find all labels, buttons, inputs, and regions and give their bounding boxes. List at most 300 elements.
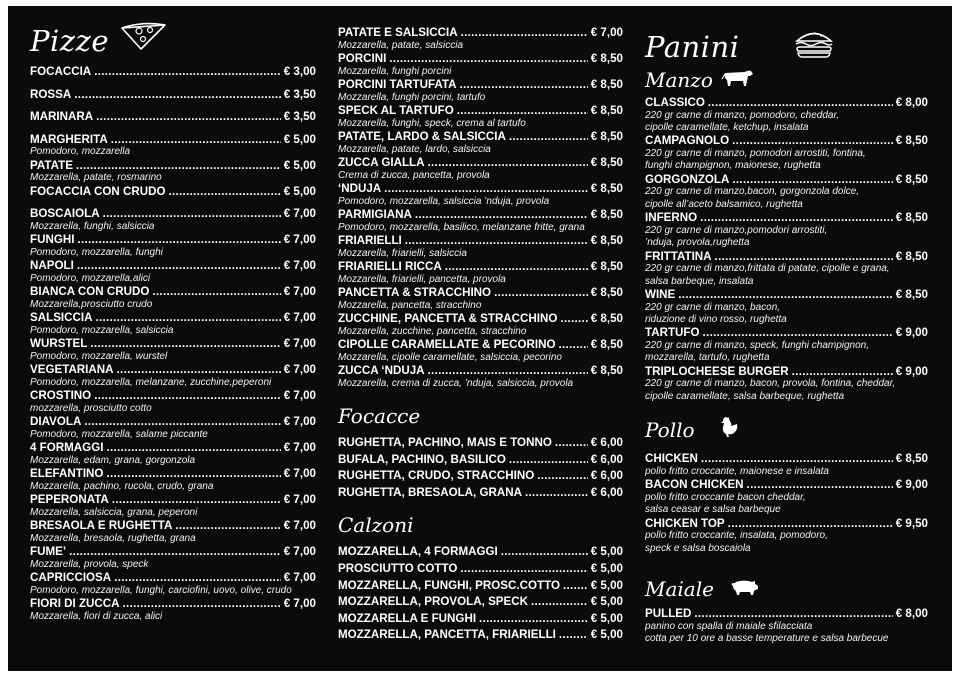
item-description: Mozzarella, pancetta, stracchino <box>338 299 482 311</box>
item-name: VEGETARIANA <box>30 363 114 377</box>
item-price: € 8,50 <box>590 104 623 117</box>
calzoni-heading <box>338 513 623 537</box>
menu-item-row <box>338 26 623 40</box>
item-name: ‘NDUJA <box>338 182 382 195</box>
menu-item <box>645 173 928 211</box>
item-price: € 7,00 <box>283 389 316 403</box>
item-name: PATATE <box>30 158 73 172</box>
menu-item-row <box>30 519 316 533</box>
menu-item <box>338 453 623 467</box>
calzoni-title: Calzoni <box>338 513 414 538</box>
dot-leader <box>563 579 588 593</box>
item-name: FUME’ <box>30 545 67 559</box>
item-description: cipolle caramellate, ketchup, insalata <box>645 122 809 133</box>
pizze-title: Pizze <box>30 23 110 58</box>
item-description: Pomodoro, mozzarella, salsiccia <box>30 324 174 336</box>
item-description: Mozzarella, crema di zucca, ’nduja, salsiccia, provola <box>338 377 574 389</box>
item-name: GORGONZOLA <box>645 172 730 186</box>
pollo-list <box>645 452 928 555</box>
menu-item-row <box>645 211 928 225</box>
manzo-heading <box>645 67 928 92</box>
item-description: Mozzarella, funghi, salsiccia <box>30 220 155 232</box>
item-price: € 7,00 <box>283 441 316 455</box>
item-description: mozzarella, tartufo, rughetta <box>645 352 770 364</box>
menu-item-row <box>645 478 928 492</box>
menu-item-row <box>645 250 928 264</box>
item-price: € 8,50 <box>590 364 623 377</box>
focacce-heading <box>338 404 623 428</box>
menu-item <box>338 338 623 364</box>
dot-leader <box>457 104 588 118</box>
item-price: € 6,00 <box>590 469 623 483</box>
item-description: pollo fritto croccante, maionese e insalata <box>645 465 829 477</box>
item-price: € 5,00 <box>283 184 316 198</box>
menu-item-row <box>30 441 316 455</box>
item-name: RUGHETTA, PACHINO, MAIS E TONNO <box>338 436 552 449</box>
item-price: € 7,00 <box>283 337 316 351</box>
item-name: FRITTATINA <box>645 249 712 263</box>
item-price: € 8,50 <box>590 338 623 351</box>
manzo-list <box>645 96 928 403</box>
item-name: PATATE E SALSICCIA <box>338 26 458 39</box>
dot-leader <box>389 52 587 66</box>
item-price: € 8,50 <box>895 452 928 466</box>
item-price: € 7,00 <box>283 519 316 533</box>
item-price: € 3,50 <box>283 87 316 101</box>
item-name: PORCINI TARTUFATA <box>338 78 457 91</box>
item-description: Crema di zucca, pancetta, provola <box>338 169 490 181</box>
dot-leader <box>445 260 588 274</box>
menu-item <box>338 486 623 500</box>
dot-leader <box>531 595 588 609</box>
menu-item-row <box>645 96 928 110</box>
dot-leader <box>703 326 893 340</box>
item-description: Mozzarella, edam, grana, gorgonzola <box>30 454 196 466</box>
dot-leader <box>559 338 588 352</box>
dot-leader <box>112 493 281 507</box>
pizze-heading <box>30 22 316 59</box>
dot-leader <box>728 517 893 531</box>
item-name: MOZZARELLA, PROVOLA, SPECK <box>338 595 529 609</box>
item-price: € 7,00 <box>283 259 316 273</box>
dot-leader <box>732 134 893 148</box>
item-name: PATATE, LARDO & SALSICCIA <box>338 130 506 143</box>
dot-leader <box>460 78 588 92</box>
item-description: pollo fritto croccante, insalata, pomodoro, <box>645 530 828 542</box>
item-name: FRIARIELLI RICCA <box>338 260 442 273</box>
dot-leader <box>460 562 587 576</box>
item-description: cotta per 10 ore a basse temperature e salsa barbecue <box>645 633 889 645</box>
item-description: mozzarella, prosciutto cotto <box>30 402 152 414</box>
item-price: € 6,00 <box>590 436 623 449</box>
menu-item <box>645 452 928 478</box>
item-price: € 7,00 <box>283 493 316 507</box>
menu-item <box>30 467 316 493</box>
item-name: MOZZARELLA E FUNGHI <box>338 611 477 625</box>
item-name: MOZZARELLA, PANCETTA, FRIARIELLI <box>338 628 556 642</box>
menu-item-row <box>338 182 623 196</box>
item-price: € 3,50 <box>283 110 316 124</box>
menu-item <box>338 104 623 130</box>
item-price: € 8,50 <box>590 234 623 247</box>
menu-item <box>338 260 623 286</box>
menu-item-row <box>645 173 928 187</box>
item-description: salsa ceasar e salsa barbeque <box>645 504 781 516</box>
menu-item <box>338 562 623 576</box>
item-price: € 8,00 <box>895 96 928 109</box>
item-name: CAPRICCIOSA <box>30 571 112 585</box>
item-price: € 8,50 <box>590 286 623 299</box>
item-description: Mozzarella, salsiccia, grana, peperoni <box>30 506 198 518</box>
menu-item <box>338 26 623 52</box>
item-price: € 8,50 <box>590 156 623 169</box>
menu-item <box>30 519 316 545</box>
item-name: CAMPAGNOLO <box>645 134 730 148</box>
menu-item-row <box>30 233 316 247</box>
menu-item-row <box>30 110 316 124</box>
panini-title: Panini <box>645 29 740 64</box>
dot-leader <box>525 486 588 500</box>
item-price: € 5,00 <box>283 132 316 146</box>
menu-item-row <box>30 493 316 507</box>
item-description: 220 gr carne di manzo, bacon, provola, fontina, cheddar, <box>645 378 896 390</box>
item-description: Pomodoro, mozzarella, funghi <box>30 246 163 258</box>
menu-item-row <box>338 312 623 326</box>
dot-leader <box>111 133 281 147</box>
dot-leader <box>701 452 893 466</box>
pizze-continued-list <box>338 26 623 390</box>
item-name: FOCACCIA <box>30 65 92 78</box>
menu-item-row <box>30 597 316 611</box>
item-name: WINE <box>645 288 676 302</box>
item-name: 4 FORMAGGI <box>30 441 104 455</box>
menu-item-row <box>338 104 623 118</box>
item-name: BIANCA CON CRUDO <box>30 285 150 299</box>
item-name: BRESAOLA E RUGHETTA <box>30 519 173 533</box>
item-price: € 8,50 <box>895 172 928 186</box>
item-price: € 7,00 <box>283 467 316 481</box>
item-description: Pomodoro, mozzarella, salame piccante <box>30 428 208 440</box>
dot-leader <box>509 130 588 144</box>
menu-item <box>30 493 316 519</box>
dot-leader <box>494 286 588 300</box>
dot-leader <box>95 311 280 325</box>
item-name: PANCETTA & STRACCHINO <box>338 286 492 299</box>
item-description: 220 gr carne di manzo, speck, funghi champignon, <box>645 340 870 352</box>
item-description: panino con spalla di maiale sfilacciata <box>645 620 813 632</box>
menu-item-row <box>338 469 623 483</box>
item-price: € 5,00 <box>590 545 623 559</box>
item-name: RUGHETTA, CRUDO, STRACCHINO <box>338 469 535 483</box>
dot-leader <box>384 182 588 196</box>
menu-item-row <box>338 208 623 222</box>
item-description: Mozzarella,prosciutto crudo <box>30 298 153 310</box>
item-name: ELEFANTINO <box>30 467 104 481</box>
item-price: € 6,00 <box>590 485 623 499</box>
item-name: CHICKEN TOP <box>645 516 725 530</box>
menu-item-row <box>338 545 623 559</box>
dot-leader <box>792 365 893 379</box>
maiale-list <box>645 607 928 645</box>
item-name: FIORI DI ZUCCA <box>30 597 120 611</box>
menu-item <box>338 612 623 626</box>
menu-item-row <box>338 595 623 609</box>
item-name: PARMIGIANA <box>338 208 412 221</box>
item-name: ZUCCHINE, PANCETTA & STRACCHINO <box>338 312 558 325</box>
menu-item <box>645 607 928 645</box>
menu-item <box>30 337 316 363</box>
dot-leader <box>678 288 892 302</box>
item-description: Mozzarella, patate, lardo, salsiccia <box>338 143 491 155</box>
dot-leader <box>77 233 280 247</box>
item-description: Pomodoro, mozzarella, melanzane, zucchine,peperoni <box>30 376 272 388</box>
menu-item <box>30 185 316 199</box>
dot-leader <box>152 285 280 299</box>
item-price: € 8,50 <box>590 130 623 143</box>
dot-leader <box>90 337 280 351</box>
item-name: NAPOLI <box>30 259 74 273</box>
item-description: riduzione di vino rosso, rughetta <box>645 314 787 326</box>
dot-leader <box>117 363 281 377</box>
item-name: TRIPLOCHEESE BURGER <box>645 364 789 378</box>
dot-leader <box>555 436 588 450</box>
menu-item-row <box>338 338 623 352</box>
menu-item-row <box>30 389 316 403</box>
item-description: Pomodoro, mozzarella, funghi, carciofini, uovo, olive, crudo <box>30 584 292 596</box>
item-name: SPECK AL TARTUFO <box>338 104 454 117</box>
dot-leader <box>708 96 893 110</box>
pizze-list <box>30 65 316 623</box>
item-price: € 7,00 <box>283 311 316 325</box>
menu-item <box>30 88 316 102</box>
menu-item <box>338 436 623 450</box>
item-price: € 8,50 <box>590 312 623 325</box>
menu-item <box>30 363 316 389</box>
burger-icon <box>793 28 835 65</box>
menu-item <box>645 517 928 555</box>
dot-leader <box>479 612 588 626</box>
item-name: CROSTINO <box>30 389 92 403</box>
item-price: € 7,00 <box>283 597 316 611</box>
menu-item-row <box>645 288 928 302</box>
menu-board <box>8 6 952 671</box>
item-price: € 7,00 <box>590 26 623 39</box>
item-description: Mozzarella, patate, rosmarino <box>30 172 162 184</box>
item-description: salsa barbeque, insalata <box>645 275 754 287</box>
dot-leader <box>428 156 588 170</box>
item-name: RUGHETTA, BRESAOLA, GRANA <box>338 485 522 499</box>
menu-item <box>338 312 623 338</box>
item-name: CLASSICO <box>645 96 705 109</box>
item-name: DIAVOLA <box>30 415 82 429</box>
menu-item <box>645 134 928 172</box>
dot-leader <box>732 173 892 187</box>
item-description: cipolle all’aceto balsamico, rughetta <box>645 198 803 210</box>
menu-item-row <box>338 628 623 642</box>
menu-item-row <box>645 326 928 340</box>
item-price: € 8,50 <box>590 52 623 65</box>
item-description: speck e salsa boscaiola <box>645 542 751 554</box>
item-price: € 8,50 <box>590 78 623 91</box>
item-name: INFERNO <box>645 211 698 225</box>
menu-item <box>338 364 623 390</box>
menu-item <box>645 211 928 249</box>
menu-item <box>338 469 623 483</box>
item-price: € 8,50 <box>895 134 928 148</box>
item-name: ROSSA <box>30 87 72 101</box>
item-name: CIPOLLE CARAMELLATE & PECORINO <box>338 338 556 351</box>
dot-leader <box>747 478 893 492</box>
dot-leader <box>106 467 280 481</box>
menu-item-row <box>645 365 928 379</box>
pollo-title: Pollo <box>645 417 695 442</box>
menu-item <box>338 182 623 208</box>
item-price: € 7,00 <box>283 545 316 559</box>
item-name: MARGHERITA <box>30 132 108 146</box>
dot-leader <box>77 259 281 273</box>
dot-leader <box>106 441 280 455</box>
dot-leader <box>69 545 281 559</box>
item-name: MOZZARELLA, 4 FORMAGGI <box>338 545 498 559</box>
menu-item <box>645 478 928 516</box>
menu-item-row <box>338 286 623 300</box>
menu-item <box>30 233 316 259</box>
menu-item <box>338 545 623 559</box>
menu-item-row <box>338 260 623 274</box>
item-description: Pomodoro, mozzarella,alici <box>30 272 151 284</box>
item-price: € 9,00 <box>895 326 928 340</box>
item-description: Mozzarella, zucchine, pancetta, stracchino <box>338 325 527 337</box>
item-price: € 5,00 <box>590 595 623 609</box>
item-price: € 7,00 <box>283 207 316 221</box>
menu-item <box>645 288 928 326</box>
item-price: € 8,50 <box>590 260 623 273</box>
item-name: TARTUFO <box>645 326 700 340</box>
item-name: PULLED <box>645 607 692 621</box>
dot-leader <box>94 65 281 79</box>
item-price: € 8,50 <box>895 288 928 302</box>
menu-item-row <box>338 612 623 626</box>
item-name: BACON CHICKEN <box>645 478 744 492</box>
item-price: € 8,50 <box>590 182 623 195</box>
dot-leader <box>700 211 893 225</box>
item-description: 220 gr carne di manzo,bacon, gorgonzola dolce, <box>645 186 860 198</box>
dot-leader <box>114 571 281 585</box>
menu-item <box>30 65 316 79</box>
item-description: Mozzarella, funghi porcini, tartufo <box>338 91 486 103</box>
menu-item-row <box>30 571 316 585</box>
item-description: pollo fritto croccante bacon cheddar, <box>645 491 806 503</box>
menu-item-row <box>645 452 928 466</box>
dot-leader <box>123 597 281 611</box>
item-name: PORCINI <box>338 52 387 65</box>
item-name: BUFALA, PACHINO, BASILICO <box>338 452 506 466</box>
menu-item-row <box>30 363 316 377</box>
menu-item <box>338 130 623 156</box>
menu-item-row <box>30 311 316 325</box>
menu-item-row <box>30 88 316 102</box>
menu-item-row <box>338 130 623 144</box>
item-name: PEPERONATA <box>30 493 109 507</box>
item-name: FUNGHI <box>30 233 75 247</box>
item-price: € 3,00 <box>283 65 316 78</box>
item-description: cipolle caramellate, salsa barbeque, rughetta <box>645 390 845 402</box>
pig-icon <box>730 577 760 601</box>
menu-item-row <box>338 364 623 378</box>
item-description: ’nduja, provola,rughetta <box>645 237 750 249</box>
menu-item <box>30 597 316 623</box>
menu-item <box>30 159 316 185</box>
dot-leader <box>168 185 280 199</box>
menu-item-row <box>30 185 316 199</box>
dot-leader <box>461 26 588 40</box>
menu-item <box>30 259 316 285</box>
pollo-heading <box>645 415 928 444</box>
menu-item-row <box>30 467 316 481</box>
item-price: € 7,00 <box>283 415 316 429</box>
item-name: CHICKEN <box>645 452 698 466</box>
menu-item <box>338 579 623 593</box>
item-price: € 5,00 <box>590 628 623 642</box>
dot-leader <box>76 159 281 173</box>
menu-item-row <box>30 337 316 351</box>
item-description: Mozzarella, patate, salsiccia <box>338 39 464 51</box>
item-description: Mozzarella, funghi porcini <box>338 65 452 77</box>
calzoni-list <box>338 545 623 642</box>
item-price: € 5,00 <box>283 158 316 172</box>
item-name: SALSICCIA <box>30 311 93 325</box>
item-price: € 8,50 <box>590 208 623 221</box>
item-description: Pomodoro, mozzarella <box>30 146 131 158</box>
item-description: Mozzarella, friarielli, pancetta, provola <box>338 273 506 285</box>
item-price: € 7,00 <box>283 571 316 585</box>
item-description: 220 gr carne di manzo,frittata di patate, cipolle e grana, <box>645 263 890 275</box>
menu-item-row <box>338 436 623 450</box>
menu-item <box>645 96 928 134</box>
item-description: 220 gr carne di manzo,pomodori arrostiti, <box>645 224 828 236</box>
item-price: € 9,50 <box>895 516 928 530</box>
dot-leader <box>84 415 280 429</box>
item-description: Pomodoro, mozzarella, salsiccia ’nduja, provola <box>338 195 550 207</box>
item-name: MARINARA <box>30 110 94 124</box>
dot-leader <box>415 208 588 222</box>
menu-item <box>30 571 316 597</box>
menu-item-row <box>338 52 623 66</box>
dot-leader <box>694 607 892 621</box>
item-description: Mozzarella, cipolle caramellate, salsiccia, pecorino <box>338 351 562 363</box>
menu-item-row <box>338 453 623 467</box>
menu-item <box>338 234 623 260</box>
menu-item-row <box>338 78 623 92</box>
menu-item-row <box>30 159 316 173</box>
menu-item <box>338 208 623 234</box>
item-price: € 8,50 <box>895 249 928 263</box>
menu-item-row <box>30 65 316 79</box>
menu-item-row <box>30 285 316 299</box>
item-name: PROSCIUTTO COTTO <box>338 561 458 575</box>
menu-item-row <box>645 134 928 148</box>
item-price: € 7,00 <box>283 363 316 377</box>
menu-item <box>645 326 928 364</box>
menu-item-row <box>30 259 316 273</box>
chicken-icon <box>717 415 741 444</box>
panini-heading <box>645 28 928 65</box>
dot-leader <box>715 250 893 264</box>
dot-leader <box>560 312 587 326</box>
menu-item <box>338 52 623 78</box>
dot-leader <box>94 389 281 403</box>
item-description: 220 gr carne di manzo, pomodori arrostiti, fontina, <box>645 148 866 159</box>
